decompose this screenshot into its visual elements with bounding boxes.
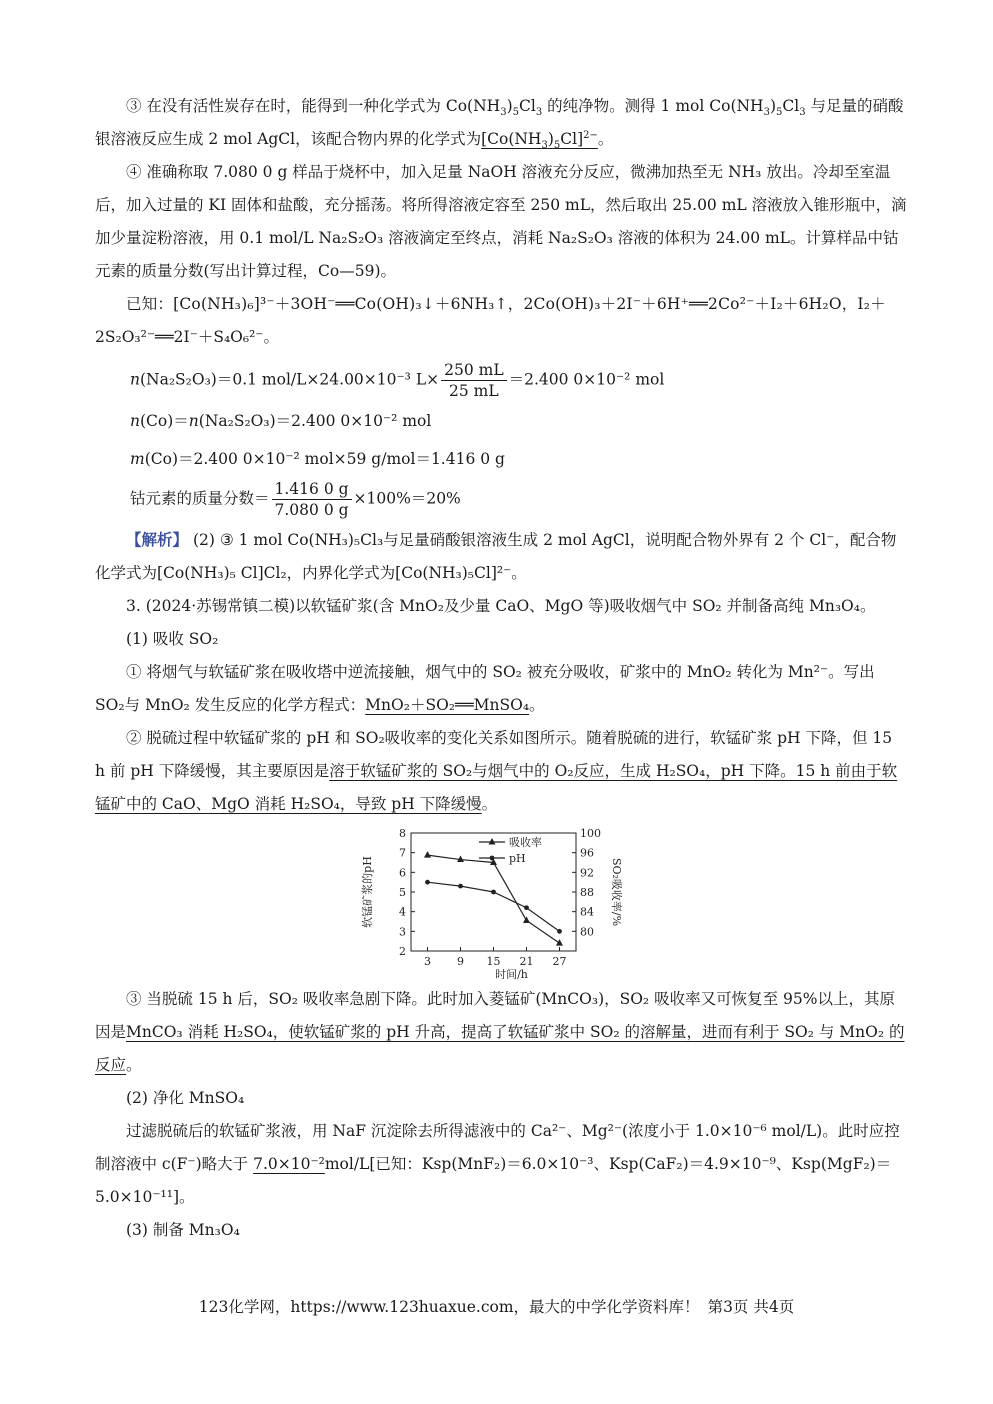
data-point-吸收率	[523, 917, 530, 924]
section-3-title: (3) 制备 Mn₃O₄	[126, 1221, 240, 1239]
footer-text: 123化学网，https://www.123huaxue.com，最大的中学化学资料库！	[198, 1298, 700, 1316]
item-3-text: ③ 在没有活性炭存在时，能得到一种化学式为 $Co(NH_3)_5Cl_3$ 的纯净物。测得 1 mol $Co(NH_3)_5Cl_3$ 与足量的硝酸银溶液反应生成 2 mol AgCl，该配合物内界的化学式为	[95, 97, 904, 148]
y-right-axis-label: SO₂吸收率/%	[610, 857, 623, 927]
series-line-吸收率	[428, 855, 560, 943]
var-n: n	[188, 412, 199, 430]
x-tick-label: 27	[552, 955, 567, 968]
analysis-text: (2) ③ 1 mol Co(NH₃)₅Cl₃与足量硝酸银溶液生成 2 mol AgCl，说明配合物外界有 2 个 Cl⁻，配合物化学式为[Co(NH₃)₅ Cl]Cl₂，内界化学式为[Co(NH₃)₅Cl]²⁻。	[95, 531, 897, 582]
item-3-end: 。	[597, 130, 614, 148]
fraction-volume	[441, 360, 507, 401]
ph-absorption-chart	[95, 827, 907, 979]
section-2-item	[95, 1115, 907, 1214]
legend-label-pH: pH	[509, 852, 526, 865]
analysis	[95, 524, 907, 590]
section-1-item-3-answer: MnCO₃ 消耗 H₂SO₄，使软锰矿浆的 pH 升高，提高了软锰矿浆中 SO₂ 的溶解量，进而有利于 SO₂ 与 MnO₂ 的反应	[95, 1023, 905, 1074]
x-tick-label: 21	[519, 955, 534, 968]
calc-row-1-right: ＝2.400 0×10⁻² mol	[508, 370, 665, 389]
y-left-tick-label: 2	[399, 945, 406, 958]
y-right-tick-label: 88	[580, 886, 594, 899]
footer-page-number: 第3页 共4页	[707, 1298, 795, 1316]
page-footer	[0, 1295, 993, 1317]
section-1-item-1	[95, 656, 907, 722]
chart-series	[424, 851, 563, 946]
section-1-item-1-answer: MnO₂＋SO₂══MnSO₄	[365, 696, 530, 714]
item-4: ④ 准确称取 7.080 0 g 样品于烧杯中，加入足量 NaOH 溶液充分反应，微沸加热至无 NH₃ 放出。冷却至室温后，加入过量的 KI 固体和盐酸，充分摇荡。将所得溶液定容至 250 mL，然后取出 25.00 mL 溶液放入锥形瓶中，滴加少量淀粉溶液，用 0.1 mol/L Na₂S₂O₃ 溶液滴定至终点，消耗 Na₂S₂O₃ 溶液的体积为 24.00 mL。计算样品中钴元素的质量分数(写出计算过程，Co—59)。	[95, 163, 907, 280]
legend-marker-吸收率	[489, 838, 496, 845]
y-left-tick-label: 6	[399, 866, 406, 880]
section-2-item-text: 过滤脱硫后的软锰矿浆液，用 NaF 沉淀除去所得滤液中的 Ca²⁻、Mg²⁻(浓度小于 1.0×10⁻⁶ mol/L)。此时应控制溶液中 c(F⁻)略大于	[95, 1122, 900, 1173]
y-left-tick-label: 8	[399, 827, 406, 840]
legend-marker-pH	[490, 856, 495, 861]
x-tick-label: 15	[486, 955, 501, 968]
section-1-item-1-text: ① 将烟气与软锰矿浆在吸收塔中逆流接触，烟气中的 SO₂ 被充分吸收，矿浆中的 MnO₂ 转化为 Mn²⁻。写出 SO₂与 MnO₂ 发生反应的化学方程式：	[95, 663, 875, 714]
chart-axes	[360, 827, 624, 979]
calc-row-2-a: (Co)＝	[139, 412, 189, 430]
data-point-吸收率	[424, 851, 431, 858]
section-2-title: (2) 净化 MnSO₄	[126, 1089, 245, 1107]
calc-row-4-left: 钴元素的质量分数＝	[130, 489, 270, 508]
section-1-item-2	[95, 722, 907, 821]
series-line-pH	[428, 882, 560, 931]
section-1-item-2-answer: 溶于软锰矿浆的 SO₂与烟气中的 O₂反应，生成 H₂SO₄，pH 下降。15 h 前由于软锰矿中的 CaO、MgO 消耗 H₂SO₄，导致 pH 下降缓慢	[95, 762, 898, 813]
y-left-axis-label: 软锰矿浆的pH	[361, 856, 374, 928]
section-1-item-2-end: 。	[481, 795, 498, 813]
x-axis-label: 时间/h	[495, 968, 528, 979]
calc-row-3	[130, 441, 907, 477]
calc-row-4-right: ×100%＝20%	[353, 489, 461, 508]
item-3-answer: $[Co(NH_3)_5Cl]^{2-}$	[481, 129, 598, 152]
data-point-pH	[524, 905, 529, 910]
y-right-tick-label: 80	[580, 925, 594, 939]
fraction-numerator: 250 mL	[441, 360, 507, 381]
calc-row-4	[130, 479, 907, 520]
calc-row-1	[130, 360, 907, 401]
y-left-tick-label: 3	[399, 925, 406, 939]
y-right-tick-label: 100	[580, 827, 601, 840]
legend-label-吸收率: 吸收率	[509, 836, 542, 849]
section-1-title: (1) 吸收 SO₂	[126, 630, 219, 648]
var-n: n	[130, 370, 140, 389]
data-point-pH	[557, 929, 562, 934]
chart-legend	[479, 835, 542, 865]
y-right-tick-label: 96	[580, 846, 594, 860]
data-point-吸收率	[556, 939, 563, 946]
fraction-mass	[272, 479, 352, 520]
y-left-tick-label: 5	[399, 886, 406, 899]
calc-row-2-b: (Na₂S₂O₃)＝2.400 0×10⁻² mol	[198, 412, 432, 430]
x-tick-label: 9	[457, 955, 464, 968]
var-m: m	[130, 450, 145, 468]
section-1-item-1-end: 。	[529, 696, 545, 714]
page-content	[95, 90, 907, 1247]
analysis-tag: 【解析】	[126, 531, 189, 549]
section-2-item-end: mol/L[已知：Ksp(MnF₂)＝6.0×10⁻³、Ksp(CaF₂)＝4.9×10⁻⁹、Ksp(MgF₂)＝5.0×10⁻¹¹]。	[95, 1155, 892, 1206]
section-1-item-3	[95, 983, 907, 1082]
item-3	[95, 90, 907, 156]
section-1-item-3-end: 。	[126, 1056, 142, 1074]
section-1-item-3-text: ③ 当脱硫 15 h 后，SO₂ 吸收率急剧下降。此时加入菱锰矿(MnCO₃)，SO₂ 吸收率又可恢复至 95%以上，其原因是	[95, 990, 895, 1041]
data-point-pH	[425, 880, 430, 885]
fraction-denominator: 25 mL	[449, 382, 499, 400]
calc-row-2	[130, 403, 907, 439]
calc-row-3-text: (Co)＝2.400 0×10⁻² mol×59 g/mol＝1.416 0 g	[144, 450, 505, 468]
chart-svg	[351, 827, 651, 979]
fraction-numerator: 1.416 0 g	[272, 479, 352, 500]
section-1-item-2-text: ② 脱硫过程中软锰矿浆的 pH 和 SO₂吸收率的变化关系如图所示。随着脱硫的进行，软锰矿浆 pH 下降，但 15 h 前 pH 下降缓慢，其主要原因是	[95, 729, 893, 780]
known-line-2: 2S₂O₃²⁻══2I⁻＋S₄O₆²⁻。	[95, 328, 279, 346]
question-3-title: 3. (2024·苏锡常镇二模)以软锰矿浆(含 MnO₂及少量 CaO、MgO 等)吸收烟气中 SO₂ 并制备高纯 Mn₃O₄。	[126, 597, 876, 615]
y-right-tick-label: 92	[580, 866, 594, 880]
x-tick-label: 3	[424, 955, 431, 968]
fraction-denominator: 7.080 0 g	[274, 501, 349, 519]
data-point-pH	[458, 884, 463, 889]
known-line-1: 已知：[Co(NH₃)₆]³⁻＋3OH⁻══Co(OH)₃↓＋6NH₃↑，2Co(OH)₃＋2I⁻＋6H⁺══2Co²⁻＋I₂＋6H₂O，I₂＋	[126, 295, 886, 313]
section-2-item-answer: 7.0×10⁻²	[253, 1155, 325, 1173]
y-left-tick-label: 7	[399, 846, 406, 860]
var-n: n	[130, 412, 140, 430]
calculation-block	[130, 360, 907, 520]
y-left-tick-label: 4	[399, 905, 406, 919]
calc-row-1-left: (Na₂S₂O₃)＝0.1 mol/L×24.00×10⁻³ L×	[139, 370, 440, 389]
data-point-pH	[491, 890, 496, 895]
y-right-tick-label: 84	[580, 905, 594, 919]
